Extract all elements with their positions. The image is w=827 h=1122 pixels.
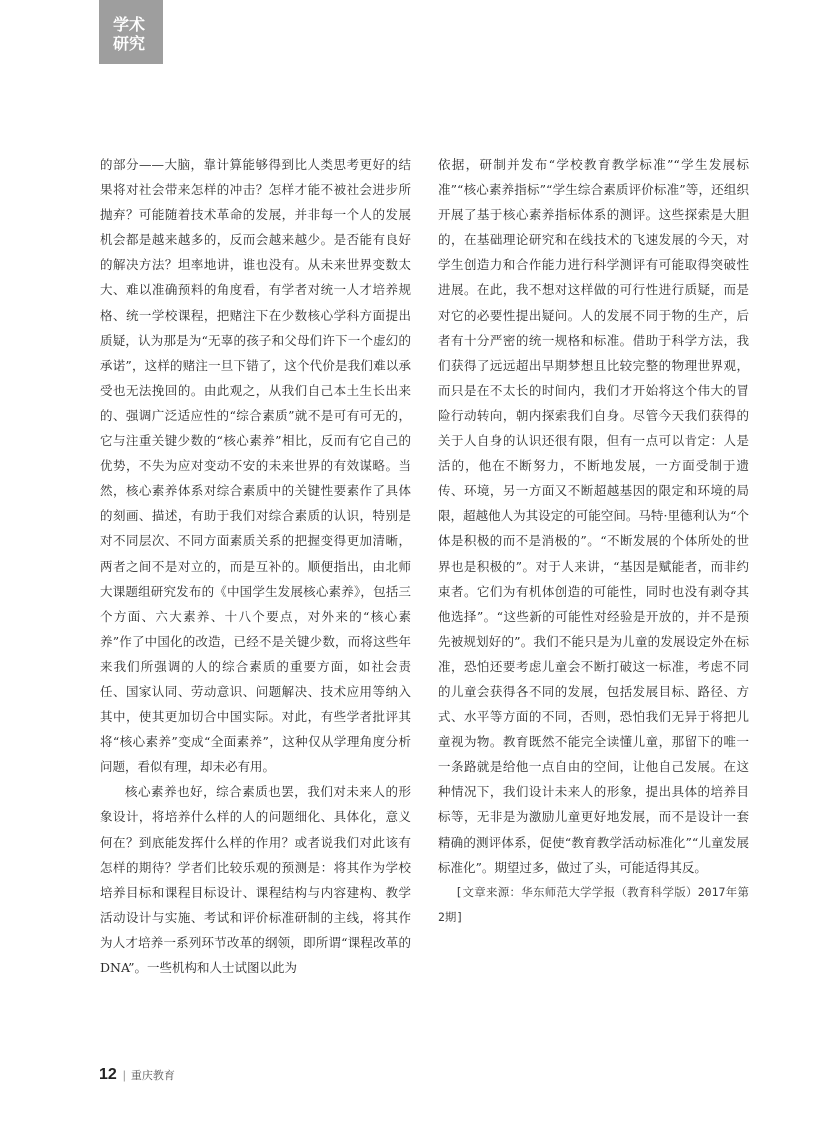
footer-separator: | (122, 1068, 126, 1082)
journal-name: 重庆教育 (130, 1070, 175, 1082)
section-tag-line2: 研究 (113, 34, 146, 53)
right-paragraph-1: 依据，研制并发布“学校教育教学标准”“学生发展标准”“核心素养指标”“学生综合素质评价标准”等，还组织开展了基于核心素养指标体系的测评。这些探索是大胆的，在基础理论研究和在线技术的飞速发展的今天，对学生创造力和合作能力进行科学测评有可能取得突破性进展。在此，我不想对这样做的可行性进行质疑，而是对它的必要性提出疑问。人的发展不同于物的生产，后者有十分严密的统一规格和标准。借助于科学方法，我们获得了远远超出早期梦想且比较完整的物理世界观，而只是在不太长的时间内，我们才开始将这个伟大的冒险行动转向，朝内探索我们自身。尽管今天我们获得的关于人自身的认识还很有限，但有一点可以肯定：人是活的，他在不断努力，不断地发展，一方面受制于遗传、环境，另一方面又不断超越基因的限定和环境的局限，超越他人为其设定的可能空间。马特·里德利认为“个体是积极的而不是消极的”。“不断发展的个体所处的世界也是积极的”。对于人来讲，“基因是赋能者，而非约束者。它们为有机体创造的可能性，同时也没有剥夺其他选择”。“这些新的可能性对经验是开放的，并不是预先被规划好的”。我们不能只是为儿童的发展设定外在标准，恐怕还要考虑儿童会不断打破这一标准，考虑不同的儿童会获得各不同的发展，包括发展目标、路径、方式、水平等方面的不同，否则，恐怕我们无异于将把儿童视为物。教育既然不能完全读懂儿童，那留下的唯一一条路就是给他一点自由的空间，让他自己发展。在这种情况下，我们设计未来人的形象，提出具体的培养目标等，无非是为激励儿童更好地发展，而不是设计一套精确的测评体系，促使“教育教学活动标准化”“儿童发展标准化”。期望过多，做过了头，可能适得其反。 (438, 157, 749, 875)
left-column (100, 152, 411, 980)
left-paragraph-1: 的部分——大脑，靠计算能够得到比人类思考更好的结果将对社会带来怎样的冲击？怎样才能不被社会进步所抛弃？可能随着技术革命的发展，并非每一个人的发展机会都是越来越多的，反而会越来越少。是否能有良好的解决方法？坦率地讲，谁也没有。从未来世界变数太大、难以准确预料的角度看，有学者对统一人才培养规格、统一学校课程，把赌注下在少数核心学科方面提出质疑，认为那是为“无辜的孩子和父母们许下一个虚幻的承诺”，这样的赌注一旦下错了，这个代价是我们难以承受也无法挽回的。由此观之，从我们自己本土生长出来的、强调广泛适应性的“综合素质”就不是可有可无的，它与注重关键少数的“核心素养”相比，反而有它自己的优势，不失为应对变动不安的未来世界的有效谋略。当然，核心素养体系对综合素质中的关键性要素作了具体的刻画、描述，有助于我们对综合素质的认识，特别是对不同层次、不同方面素质关系的把握变得更加清晰，两者之间不是对立的，而是互补的。顺便指出，由北师大课题组研究发布的《中国学生发展核心素养》，包括三个方面、六大素养、十八个要点，对外来的“核心素养”作了中国化的改造，已经不是关键少数，而将这些年来我们所强调的人的综合素质的重要方面，如社会责任、国家认同、劳动意识、问题解决、技术应用等纳入其中，使其更加切合中国实际。对此，有些学者批评其将“核心素养”变成“全面素养”，这种仅从学理角度分析问题，看似有理，却未必有用。 (100, 157, 411, 775)
right-column (438, 152, 749, 930)
section-tag (99, 0, 163, 64)
page-footer (99, 1066, 175, 1084)
article-source: [文章来源：华东师范大学学报（教育科学版）2017年第2期] (438, 884, 749, 924)
page-number: 12 (99, 1066, 117, 1083)
left-paragraph-2: 核心素养也好，综合素质也罢，我们对未来人的形象设计，将培养什么样的人的问题细化、具体化，意义何在？到底能发挥什么样的作用？或者说我们对此该有怎样的期待？学者们比较乐观的预测是：将其作为学校培养目标和课程目标设计、课程结构与内容建构、教学活动设计与实施、考试和评价标准研制的主线，将其作为人才培养一系列环节改革的纲领，即所谓“课程改革的DNA”。一些机构和人士试图以此为 (100, 784, 411, 975)
section-tag-line1: 学术 (113, 15, 146, 34)
